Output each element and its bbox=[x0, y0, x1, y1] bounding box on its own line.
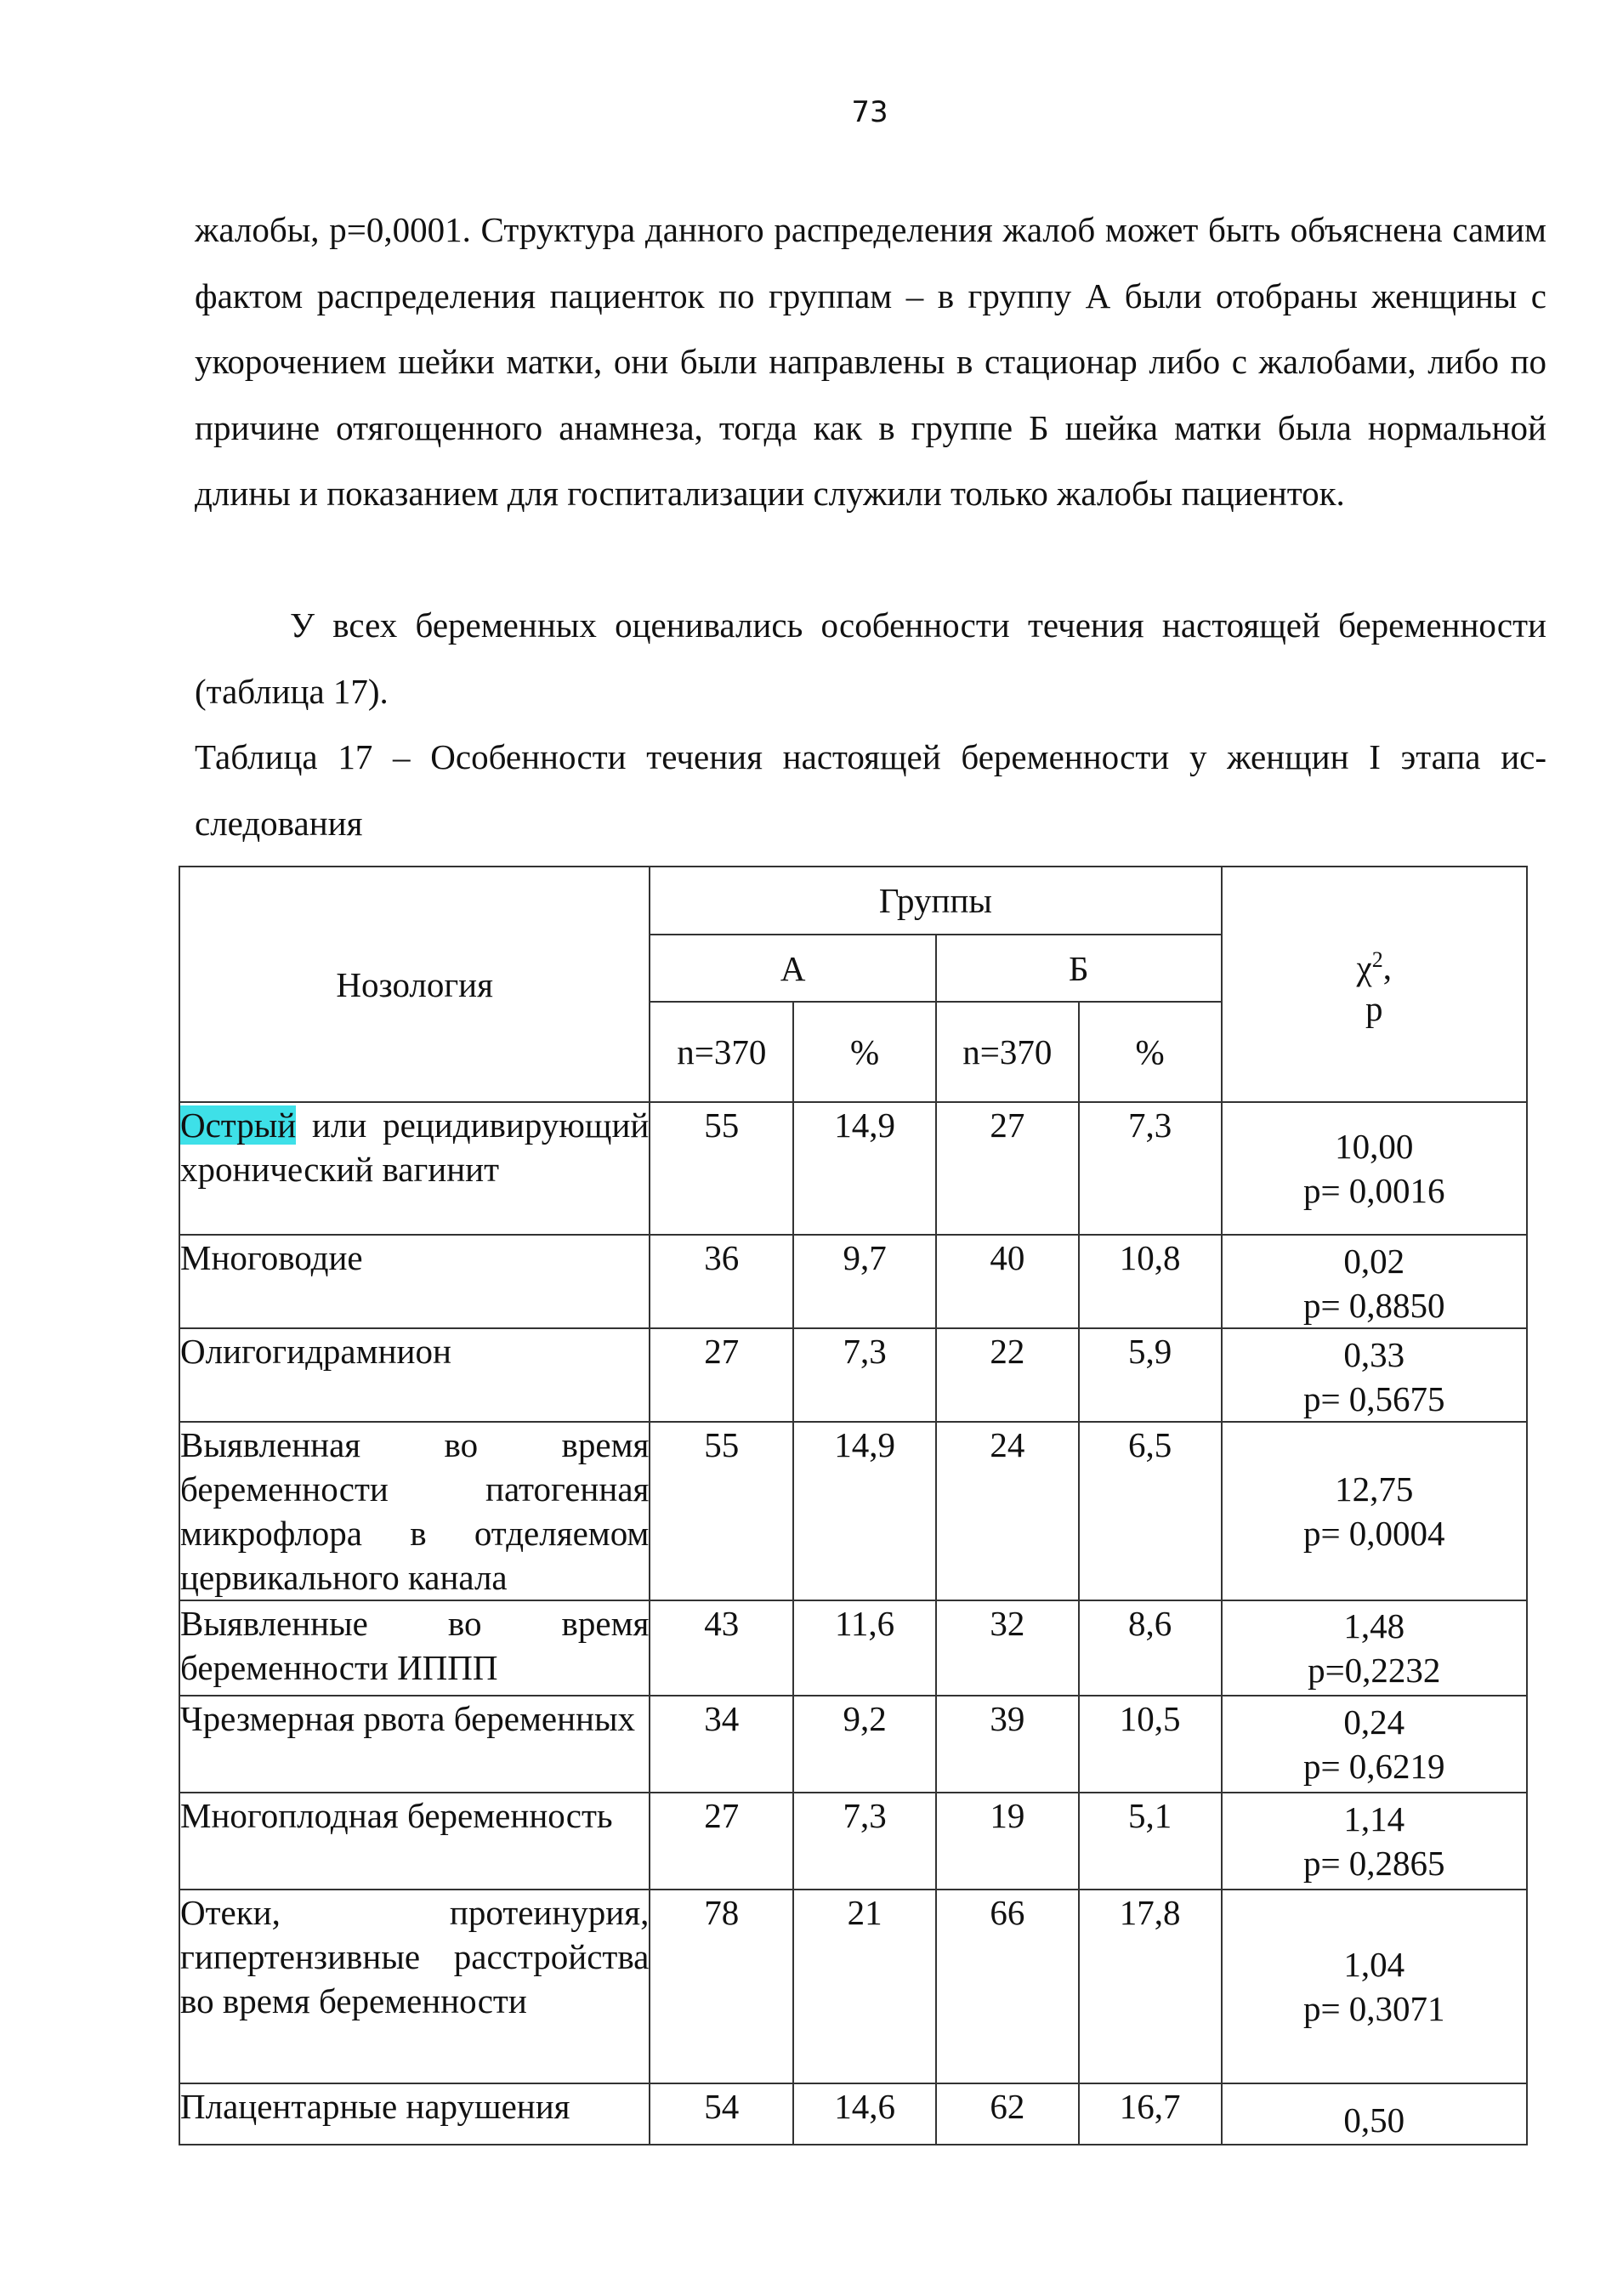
nosology-cell bbox=[179, 1102, 650, 1235]
p-value: p= 0,0016 bbox=[1302, 1171, 1445, 1210]
chi-value: 1,48 bbox=[1343, 1606, 1405, 1645]
group-a-count: 36 bbox=[650, 1235, 793, 1328]
group-b-count: 66 bbox=[936, 1890, 1079, 2083]
chi-square-cell bbox=[1222, 1235, 1528, 1328]
nosology-cell: Многоводие bbox=[179, 1235, 650, 1328]
group-b-count: 40 bbox=[936, 1235, 1079, 1328]
body-paragraph-2: У всех беременных оценивались особенности течения настоящей беременности (таблица 17). bbox=[195, 605, 1546, 711]
nosology-cell: Олигогидрамнион bbox=[179, 1328, 650, 1422]
group-a-percent: 14,9 bbox=[793, 1102, 936, 1235]
group-a-percent: 7,3 bbox=[793, 1793, 936, 1890]
group-a-percent: 21 bbox=[793, 1890, 936, 2083]
header-group-a: А bbox=[650, 935, 936, 1002]
group-b-percent: 8,6 bbox=[1079, 1600, 1222, 1696]
chi-value: 10,00 bbox=[1335, 1127, 1414, 1166]
group-b-count: 62 bbox=[936, 2083, 1079, 2145]
chi-symbol: χ bbox=[1356, 947, 1372, 987]
header-n-b: n=370 bbox=[936, 1002, 1079, 1102]
header-n-a: n=370 bbox=[650, 1002, 793, 1102]
group-b-percent: 10,8 bbox=[1079, 1235, 1222, 1328]
group-a-percent: 14,9 bbox=[793, 1422, 936, 1600]
p-value: p= 0,2865 bbox=[1302, 1844, 1445, 1883]
group-a-count: 55 bbox=[650, 1102, 793, 1235]
table-row bbox=[179, 2083, 1527, 2145]
p-value: p= 0,6219 bbox=[1302, 1747, 1445, 1786]
table-row bbox=[179, 1696, 1527, 1793]
page-number: 73 bbox=[851, 95, 888, 129]
group-b-count: 27 bbox=[936, 1102, 1079, 1235]
group-b-percent: 5,1 bbox=[1079, 1793, 1222, 1890]
header-pct-b: % bbox=[1079, 1002, 1222, 1102]
highlighted-word: Острый bbox=[180, 1105, 297, 1145]
chi-square-cell bbox=[1222, 1890, 1528, 2083]
group-b-count: 22 bbox=[936, 1328, 1079, 1422]
table-row bbox=[179, 1600, 1527, 1696]
group-a-count: 27 bbox=[650, 1328, 793, 1422]
chi-value: 1,04 bbox=[1343, 1945, 1405, 1984]
group-b-percent: 10,5 bbox=[1079, 1696, 1222, 1793]
group-b-percent: 5,9 bbox=[1079, 1328, 1222, 1422]
chi-value: 0,02 bbox=[1343, 1242, 1405, 1281]
chi-superscript: 2 bbox=[1371, 947, 1383, 973]
group-a-count: 55 bbox=[650, 1422, 793, 1600]
chi-square-cell bbox=[1222, 1102, 1528, 1235]
chi-value: 0,24 bbox=[1343, 1702, 1405, 1742]
nosology-cell: Чрезмерная рвота беременных bbox=[179, 1696, 650, 1793]
nosology-cell: Выявленные во время беременности ИППП bbox=[179, 1600, 650, 1696]
table-row bbox=[179, 1235, 1527, 1328]
nosology-text: или рецидивирующий хронический вагинит bbox=[180, 1105, 650, 1189]
chi-square-cell bbox=[1222, 1328, 1528, 1422]
nosology-cell: Плацентарные нарушения bbox=[179, 2083, 650, 2145]
group-a-percent: 11,6 bbox=[793, 1600, 936, 1696]
group-a-count: 78 bbox=[650, 1890, 793, 2083]
group-b-percent: 17,8 bbox=[1079, 1890, 1222, 2083]
group-a-count: 43 bbox=[650, 1600, 793, 1696]
chi-value: 1,14 bbox=[1343, 1799, 1405, 1839]
group-b-count: 32 bbox=[936, 1600, 1079, 1696]
chi-value: 12,75 bbox=[1335, 1469, 1414, 1509]
chi-square-cell bbox=[1222, 1422, 1528, 1600]
group-a-count: 54 bbox=[650, 2083, 793, 2145]
group-a-count: 27 bbox=[650, 1793, 793, 1890]
group-b-count: 39 bbox=[936, 1696, 1079, 1793]
group-a-percent: 9,2 bbox=[793, 1696, 936, 1793]
p-value: p= 0,3071 bbox=[1302, 1989, 1445, 2028]
group-a-percent: 14,6 bbox=[793, 2083, 936, 2145]
p-value: p=0,2232 bbox=[1308, 1651, 1441, 1690]
group-b-percent: 16,7 bbox=[1079, 2083, 1222, 2145]
group-b-percent: 6,5 bbox=[1079, 1422, 1222, 1600]
header-groups: Группы bbox=[650, 867, 1221, 935]
group-b-count: 19 bbox=[936, 1793, 1079, 1890]
header-group-b: Б bbox=[936, 935, 1222, 1002]
group-a-percent: 9,7 bbox=[793, 1235, 936, 1328]
p-value: p= 0,0004 bbox=[1302, 1514, 1445, 1553]
chi-square-cell bbox=[1222, 1793, 1528, 1890]
group-b-percent: 7,3 bbox=[1079, 1102, 1222, 1235]
body-paragraph-1: жалобы, p=0,0001. Структура данного распределения жалоб может быть объяснена самим фактом распределения пациенток по группам – в группу А были отобраны женщины с укорочением шейки матки, они были направлены в стационар либо с жалобами, либо по причине отягощенного анамнеза, тогда как в группе Б шейка матки была нормальной длины и показанием для госпитализации служили только жалобы пациенток. bbox=[195, 210, 1546, 513]
table-row bbox=[179, 1102, 1527, 1235]
table-row bbox=[179, 1422, 1527, 1600]
group-a-count: 34 bbox=[650, 1696, 793, 1793]
nosology-cell: Многоплодная беременность bbox=[179, 1793, 650, 1890]
chi-square-cell bbox=[1222, 2083, 1528, 2145]
chi-square-cell bbox=[1222, 1696, 1528, 1793]
chi-value: 0,50 bbox=[1343, 2100, 1405, 2140]
chi-value: 0,33 bbox=[1343, 1335, 1405, 1374]
nosology-cell: Отеки, протеинурия, гипертензивные расстройства во время беременности bbox=[179, 1890, 650, 2083]
chi-comma: , bbox=[1382, 947, 1392, 987]
table-row bbox=[179, 1890, 1527, 2083]
p-value: p= 0,8850 bbox=[1302, 1286, 1445, 1325]
chi-p-label: p bbox=[1365, 988, 1383, 1028]
table-row bbox=[179, 1793, 1527, 1890]
group-a-percent: 7,3 bbox=[793, 1328, 936, 1422]
pregnancy-features-table bbox=[179, 866, 1528, 2145]
header-nosology: Нозология bbox=[179, 867, 650, 1102]
chi-square-cell bbox=[1222, 1600, 1528, 1696]
table-caption: Таблица 17 – Особенности течения настоящей беременности у женщин I этапа ис-следования bbox=[195, 737, 1546, 843]
header-chi-square bbox=[1222, 867, 1528, 1102]
table-row bbox=[179, 1328, 1527, 1422]
nosology-cell: Выявленная во время беременности патогенная микрофлора в отделяемом цервикального канала bbox=[179, 1422, 650, 1600]
group-b-count: 24 bbox=[936, 1422, 1079, 1600]
header-pct-a: % bbox=[793, 1002, 936, 1102]
p-value: p= 0,5675 bbox=[1302, 1379, 1445, 1418]
